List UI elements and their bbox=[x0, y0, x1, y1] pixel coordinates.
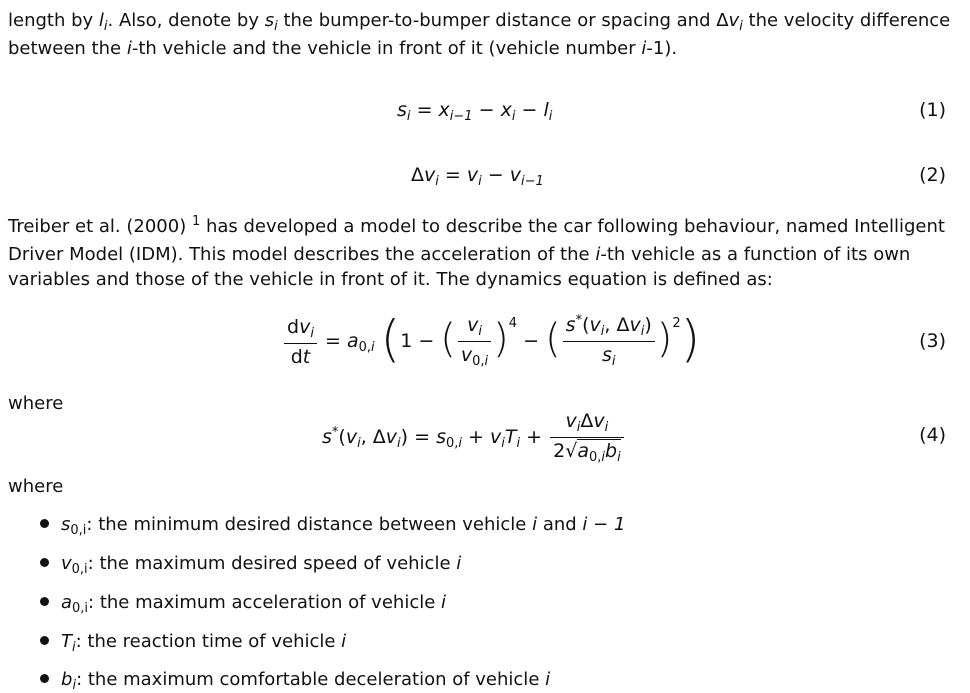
list-item: $b_i$: the maximum comfortable deceleration of vehicle i bbox=[40, 669, 550, 690]
list-item: $v_{0,i}$: the maximum desired speed of vehicle i bbox=[40, 553, 461, 574]
equation-4 bbox=[0, 408, 970, 468]
equation-3-body: $\frac{dv_i}{dt}$ = $a_{0,i}$ (1 − ( $\frac{v_i}{v_{0,i}}$ )$^4$ − ( $\frac{s^*(v_i, \Delta v_i)}{s_i}$ )$^2$) bbox=[282, 312, 700, 371]
bullet-icon bbox=[40, 519, 49, 528]
equation-3-number: (3) bbox=[919, 330, 946, 352]
idm-paragraph: Treiber et al. (2000) $^1$ has developed a model to describe the car following behaviour, named Intelligent Driver Model (IDM). This model describes the acceleration of the i-th vehicle as a function of its own variables and those of the vehicle in front of it. The dynamics equation is defined as: bbox=[8, 214, 945, 290]
equation-4-number: (4) bbox=[919, 424, 946, 446]
bullet-icon bbox=[40, 636, 49, 645]
equation-1-body: $s_i = x_{i-1} - x_i - l_i$ bbox=[397, 99, 553, 124]
list-item: $T_i$: the reaction time of vehicle i bbox=[40, 631, 346, 652]
equation-2 bbox=[0, 164, 970, 204]
bullet-icon bbox=[40, 597, 49, 606]
equation-2-number: (2) bbox=[919, 164, 946, 186]
intro-paragraph: length by $l_i$. Also, denote by $s_i$ the bumper-to-bumper distance or spacing and $\Delta v_i$ the velocity difference between the i-th vehicle and the vehicle in front of it (vehicle number i-1). bbox=[8, 10, 951, 59]
equation-2-body: $\Delta v_i = v_i - v_{i-1}$ bbox=[411, 164, 544, 189]
equation-4-body: $s^*(v_i$, $\Delta v_i) = s_{0,i} + v_iT_i$ + $\frac{v_i\Delta v_i}{2√a_{0,i}b_i}$ bbox=[322, 408, 626, 467]
equation-1-number: (1) bbox=[919, 99, 946, 121]
equation-3 bbox=[0, 309, 970, 382]
equation-1 bbox=[0, 99, 970, 139]
list-item: $a_{0,i}$: the maximum acceleration of vehicle i bbox=[40, 592, 446, 613]
where-label-2: where bbox=[8, 476, 64, 497]
footnote-marker[interactable]: 1 bbox=[191, 214, 201, 229]
list-item: $s_{0,i}$: the minimum desired distance between vehicle i and i − 1 bbox=[40, 514, 625, 535]
where-label-1: where bbox=[8, 393, 64, 414]
bullet-icon bbox=[40, 674, 49, 683]
bullet-icon bbox=[40, 558, 49, 567]
